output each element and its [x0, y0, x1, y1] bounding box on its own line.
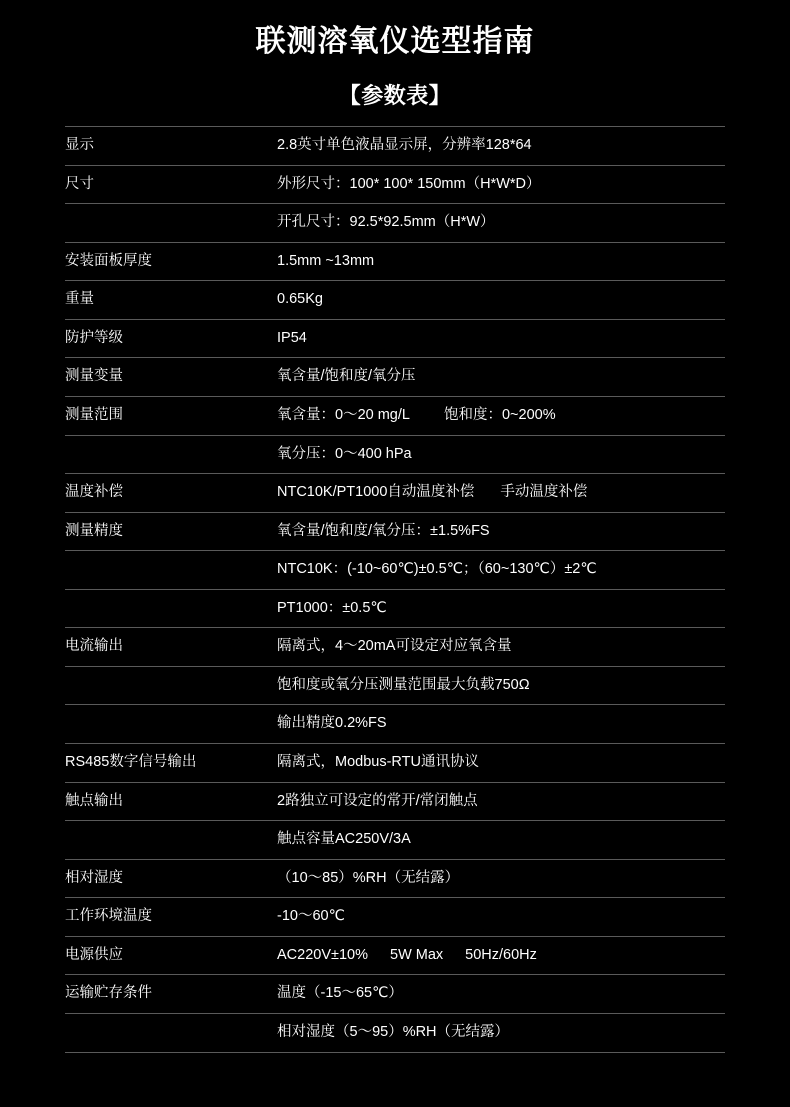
row-value — [277, 782, 725, 821]
row-label: 相对湿度 — [65, 859, 277, 898]
row-value-text: 开孔尺寸：92.5*92.5mm（H*W） — [277, 214, 495, 231]
row-label: 触点输出 — [65, 782, 277, 821]
row-value-text: 输出精度0.2%FS — [277, 715, 387, 732]
row-value — [277, 975, 725, 1014]
row-value — [277, 589, 725, 628]
table-row — [65, 936, 725, 975]
row-value — [277, 551, 725, 590]
row-value-text: 温度（-15～65℃） — [277, 985, 403, 1002]
row-value-text: PT1000：±0.5℃ — [277, 599, 387, 616]
row-value — [277, 127, 725, 166]
specification-table — [65, 126, 725, 1053]
row-label: 工作环境温度 — [65, 898, 277, 937]
row-label: 电流输出 — [65, 628, 277, 667]
table-row — [65, 358, 725, 397]
row-value — [277, 705, 725, 744]
row-value-text-2: 手动温度补偿 — [500, 484, 588, 501]
row-value — [277, 319, 725, 358]
row-value-text: NTC10K：(-10~60℃)±0.5℃；（60~130℃）±2℃ — [277, 561, 597, 578]
row-value-text: 隔离式，4～20mA可设定对应氧含量 — [277, 638, 512, 655]
table-row — [65, 782, 725, 821]
row-value — [277, 435, 725, 474]
row-value-text: 1.5mm ~13mm — [277, 252, 375, 269]
row-label — [65, 204, 277, 243]
row-value-text-3: 50Hz/60Hz — [465, 946, 537, 963]
table-row — [65, 1013, 725, 1052]
row-value-text: 2路独立可设定的常开/常闭触点 — [277, 792, 478, 809]
row-label: 尺寸 — [65, 165, 277, 204]
row-value — [277, 821, 725, 860]
row-label: 电源供应 — [65, 936, 277, 975]
row-value — [277, 628, 725, 667]
row-label — [65, 551, 277, 590]
row-value-text: NTC10K/PT1000自动温度补偿 — [277, 484, 475, 501]
table-row — [65, 705, 725, 744]
row-label: 测量范围 — [65, 396, 277, 435]
row-value — [277, 396, 725, 435]
row-label: 显示 — [65, 127, 277, 166]
table-row — [65, 319, 725, 358]
table-row — [65, 474, 725, 513]
table-row — [65, 821, 725, 860]
row-value — [277, 512, 725, 551]
row-value-text-2: 饱和度：0~200% — [443, 406, 556, 423]
row-value — [277, 898, 725, 937]
row-label — [65, 666, 277, 705]
table-row — [65, 975, 725, 1014]
row-label — [65, 589, 277, 628]
row-label — [65, 1013, 277, 1052]
table-row — [65, 859, 725, 898]
row-value — [277, 204, 725, 243]
row-label: 测量变量 — [65, 358, 277, 397]
row-value-text: AC220V±10% — [277, 946, 368, 963]
table-row — [65, 898, 725, 937]
row-value-text: 相对湿度（5～95）%RH（无结露） — [277, 1023, 510, 1040]
row-value-text: （10～85）%RH（无结露） — [277, 869, 460, 886]
table-row — [65, 435, 725, 474]
row-label — [65, 435, 277, 474]
row-value — [277, 474, 725, 513]
row-value — [277, 936, 725, 975]
page-title: 联测溶氧仪选型指南 — [255, 25, 535, 58]
table-row — [65, 628, 725, 667]
row-value — [277, 358, 725, 397]
table-row — [65, 242, 725, 281]
row-value-text: 2.8英寸单色液晶显示屏，分辨率128*64 — [277, 137, 532, 153]
row-value-text: 0.65Kg — [277, 291, 323, 308]
row-value — [277, 242, 725, 281]
table-row — [65, 204, 725, 243]
row-value — [277, 1013, 725, 1052]
row-value-text: 氧含量/饱和度/氧分压 — [277, 368, 416, 385]
row-label: 运输贮存条件 — [65, 975, 277, 1014]
row-label — [65, 705, 277, 744]
table-row — [65, 589, 725, 628]
table-row — [65, 551, 725, 590]
row-value — [277, 666, 725, 705]
row-value-text: 饱和度或氧分压测量范围最大负载750Ω — [277, 676, 530, 693]
row-value-text: 外形尺寸：100* 100* 150mm（H*W*D） — [277, 175, 541, 192]
row-label: 安装面板厚度 — [65, 242, 277, 281]
table-row — [65, 396, 725, 435]
row-label: RS485数字信号输出 — [65, 744, 277, 783]
row-value-text: -10～60℃ — [277, 908, 345, 925]
row-value-text: IP54 — [277, 329, 307, 346]
row-value-text: 氧含量/饱和度/氧分压：±1.5%FS — [277, 522, 490, 539]
row-value-text: 触点容量AC250V/3A — [277, 831, 411, 848]
table-row — [65, 744, 725, 783]
row-label: 温度补偿 — [65, 474, 277, 513]
table-row — [65, 512, 725, 551]
table-row — [65, 281, 725, 320]
row-value-text-2: 5W Max — [390, 946, 444, 963]
row-value-text: 隔离式，Modbus-RTU通讯协议 — [277, 754, 479, 770]
row-label: 重量 — [65, 281, 277, 320]
section-subtitle: 【参数表】 — [338, 83, 452, 108]
row-value — [277, 165, 725, 204]
table-row — [65, 127, 725, 166]
table-row — [65, 165, 725, 204]
table-row — [65, 666, 725, 705]
row-value-text: 氧分压：0～400 hPa — [277, 445, 412, 462]
row-value — [277, 281, 725, 320]
spec-table-body — [65, 127, 725, 1053]
row-value-text: 氧含量：0～20 mg/L — [277, 406, 410, 423]
row-value — [277, 859, 725, 898]
row-label — [65, 821, 277, 860]
row-label: 测量精度 — [65, 512, 277, 551]
row-value — [277, 744, 725, 783]
row-label: 防护等级 — [65, 319, 277, 358]
